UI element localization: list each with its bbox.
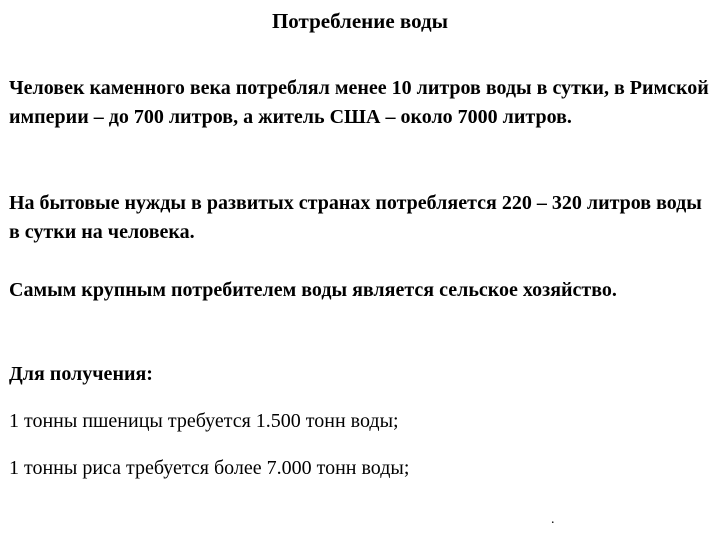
list-item-wheat: 1 тонны пшеницы требуется 1.500 тонн воды; [9, 410, 399, 432]
paragraph-stone-age: Человек каменного века потреблял менее 10 литров воды в сутки, в Римской империи – до 700 литров, а житель США – около 7000 литров. [9, 77, 709, 128]
paragraph-to-obtain: Для получения: [9, 363, 153, 385]
paragraph-agriculture: Самым крупным потребителем воды является сельское хозяйство. [9, 279, 617, 301]
footer-dot: . [551, 512, 555, 527]
list-item-rice: 1 тонны риса требуется более 7.000 тонн воды; [9, 457, 410, 479]
paragraph-household: На бытовые нужды в развитых странах потребляется 220 – 320 литров воды в сутки на человека. [9, 192, 702, 243]
slide-title: Потребление воды [271, 9, 449, 33]
